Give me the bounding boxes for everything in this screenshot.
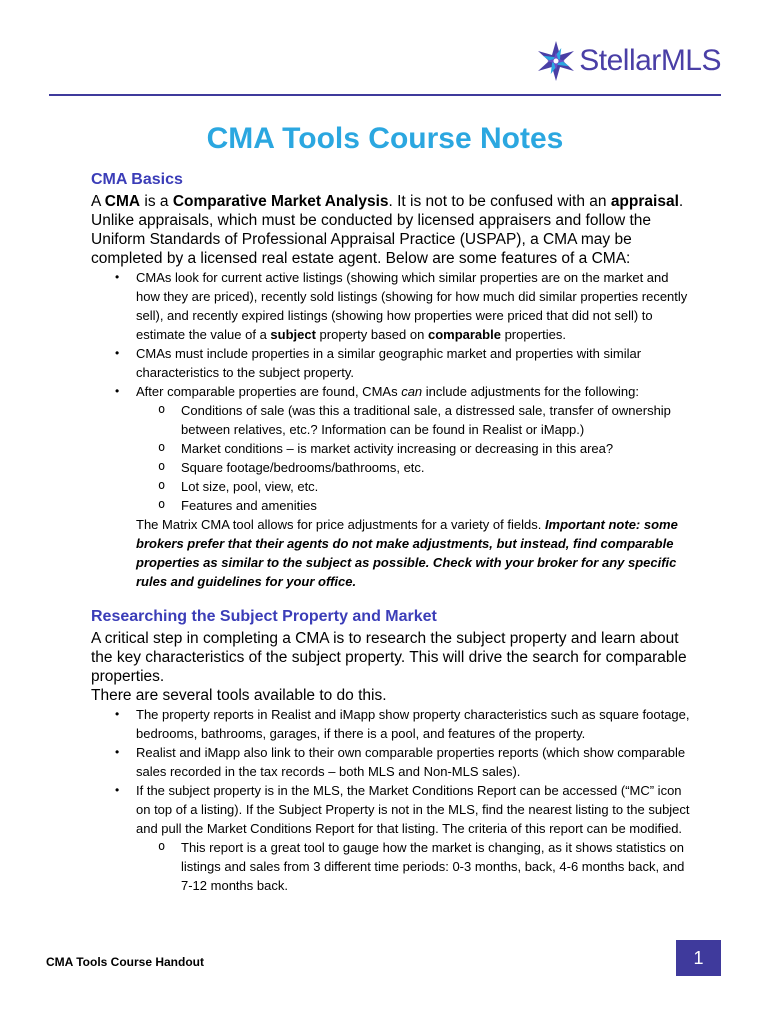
sub-list-item: o This report is a great tool to gauge how the market is changing, as it shows statistics on listings and sales from 3 different time periods: 0-3 months, back, 4-6 months back, and 7-12 months back. xyxy=(136,838,691,895)
logo-part2: MLS xyxy=(660,44,721,77)
logo-part1: Stellar xyxy=(579,44,661,77)
stellar-mls-logo xyxy=(535,40,721,82)
important-note xyxy=(91,515,691,591)
text-run: A xyxy=(91,193,105,210)
cma-intro-paragraph xyxy=(91,192,691,268)
text-run: include adjustments for the following: xyxy=(422,384,639,399)
list-item xyxy=(91,781,691,895)
list-item: • The property reports in Realist and iMapp show property characteristics such as square footage, bedrooms, bathrooms, garages, if there is a pool, and features of the property. xyxy=(91,705,691,743)
tools-paragraph: There are several tools available to do this. xyxy=(91,687,387,704)
header-divider xyxy=(49,94,721,96)
research-paragraph: A critical step in completing a CMA is to research the subject property and learn about the key characteristics of the subject property. This will drive the search for comparable properties. xyxy=(91,630,687,685)
list-item xyxy=(91,268,691,344)
sub-list-item: o Lot size, pool, view, etc. xyxy=(136,477,691,496)
sub-list-item: o Square footage/bedrooms/bathrooms, etc. xyxy=(136,458,691,477)
bold-run: appraisal xyxy=(610,193,679,210)
cma-features-list xyxy=(91,268,691,515)
sub-list-item: o Conditions of sale (was this a traditional sale, a distressed sale, transfer of ownership between relatives, etc.? Information can be found in Realist or iMapp.) xyxy=(136,401,691,439)
sub-list-item: o Features and amenities xyxy=(136,496,691,515)
text-run: After comparable properties are found, CMAs xyxy=(136,384,402,399)
list-item xyxy=(91,382,691,515)
bold-run: subject xyxy=(270,327,316,342)
bold-run: Comparative Market Analysis xyxy=(172,193,389,210)
list-item: • Realist and iMapp also link to their own comparable properties reports (which show comparable sales recorded in the tax records – both MLS and Non-MLS sales). xyxy=(91,743,691,781)
market-report-sublist xyxy=(136,838,691,895)
sub-list-item: o Market conditions – is market activity increasing or decreasing in this area? xyxy=(136,439,691,458)
text-run: . It is not to be confused with an xyxy=(388,193,611,210)
tools-list xyxy=(91,705,691,895)
page-header xyxy=(0,0,770,95)
list-item: • CMAs must include properties in a similar geographic market and properties with similar characteristics to the subject property. xyxy=(91,344,691,382)
text-run: . Unlike appraisals, which must be conducted by licensed appraisers and follow the Uniform Standards of Professional Appraisal Practice (USPAP), a CMA may be completed by a licensed real estate agent. Below are some features of a CMA: xyxy=(91,193,684,267)
document-body xyxy=(91,170,691,895)
footer-title: CMA Tools Course Handout xyxy=(46,955,204,969)
page-title: CMA Tools Course Notes xyxy=(206,122,564,155)
italic-run: can xyxy=(401,384,423,399)
star-burst-icon xyxy=(535,40,577,82)
adjustments-sublist xyxy=(136,401,691,515)
section-heading-cma-basics: CMA Basics xyxy=(91,171,183,188)
section-heading-researching: Researching the Subject Property and Market xyxy=(91,608,437,625)
text-run: properties. xyxy=(500,327,566,342)
bold-run: CMA xyxy=(104,193,141,210)
bold-italic-run: Important note: some brokers prefer that their agents do not make adjustments, but instead, find comparable properties as similar to the subject as possible. Check with your broker for any specific rules and guidelines for your office. xyxy=(136,517,678,589)
text-run: If the subject property is in the MLS, the Market Conditions Report can be accessed (“MC” icon on top of a listing). If the Subject Property is not in the MLS, find the nearest listing to the subject and pull the Market Conditions Report for that listing. The criteria of this report can be modified. xyxy=(136,783,690,836)
text-run: The Matrix CMA tool allows for price adjustments for a variety of fields. xyxy=(136,517,545,532)
text-run: CMAs look for current active listings (showing which similar properties are on the market and how they are priced), recently sold listings (showing for how much did similar properties recently sell), and recently expired listings (showing how properties were priced that did not sell) to estimate the value of a xyxy=(136,270,688,342)
page-number: 1 xyxy=(676,940,721,976)
text-run: is a xyxy=(140,193,173,210)
bold-run: comparable xyxy=(427,327,501,342)
logo-wordmark xyxy=(579,44,721,78)
text-run: property based on xyxy=(315,327,428,342)
